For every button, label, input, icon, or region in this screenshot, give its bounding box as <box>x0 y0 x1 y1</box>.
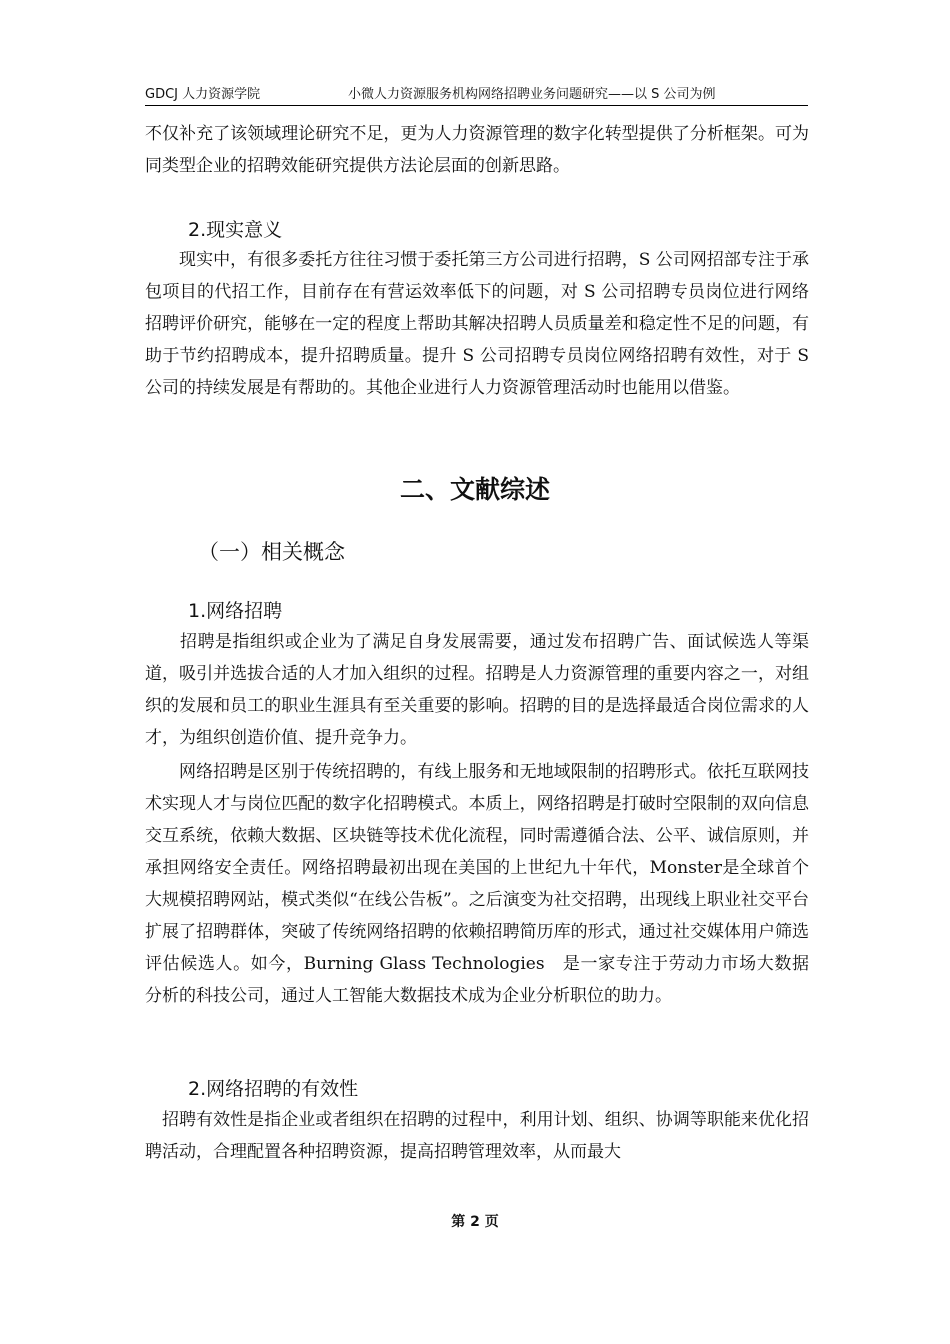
header-institution: GDCJ 人力资源学院 <box>145 87 261 102</box>
effectiveness-paragraph: 招聘有效性是指企业或者组织在招聘的过程中，利用计划、组织、协调等职能来优化招聘活动，合理配置各种招聘资源，提高招聘管理效率，从而最大 <box>145 1110 809 1162</box>
section-title-real-significance: 2.现实意义 <box>188 219 283 241</box>
header-thesis-title: 小微人力资源服务机构网络招聘业务问题研究——以 S 公司为例 <box>348 87 716 102</box>
subsection-title: （一）相关概念 <box>198 540 345 564</box>
real-significance-paragraph: 现实中，有很多委托方往往习惯于委托第三方公司进行招聘，S 公司网招部专注于承包项目的代招工作，目前存在有营运效率低下的问题，对 S 公司招聘专员岗位进行网络招聘评价研究，能够在一定的程度上帮助其解决招聘人员质量差和稳定性不足的问题，有助于节约招聘成本，提升招聘质量。提升 S 公司招聘专员岗位网络招聘有效性，对于 S 公司的持续发展是有帮助的。其他企业进行人力资源管理活动时也能用以借鉴。 <box>145 250 809 398</box>
intro-paragraph: 不仅补充了该领域理论研究不足，更为人力资源管理的数字化转型提供了分析框架。可为同类型企业的招聘效能研究提供方法论层面的创新思路。 <box>145 124 809 176</box>
section-title-network-recruitment: 1.网络招聘 <box>188 600 283 622</box>
chapter-title: 二、文献综述 <box>399 475 550 504</box>
network-recruitment-paragraph-2: 网络招聘是区别于传统招聘的，有线上服务和无地域限制的招聘形式。依托互联网技术实现人才与岗位匹配的数字化招聘模式。本质上，网络招聘是打破时空限制的双向信息交互系统，依赖大数据、区块链等技术优化流程，同时需遵循合法、公平、诚信原则，并承担网络安全责任。网络招聘最初出现在美国的上世纪九十年代，Monster是全球首个大规模招聘网站，模式类似“在线公告板”。之后演变为社交招聘，出现线上职业社交平台扩展了招聘群体，突破了传统网络招聘的依赖招聘简历库的形式，通过社交媒体用户筛选评估候选人。如今，Burning Glass Technologies 是一家专注于劳动力市场大数据分析的科技公司，通过人工智能大数据技术成为企业分析职位的助力。 <box>145 762 809 1006</box>
page-number: 第 2 页 <box>451 1214 499 1230</box>
network-recruitment-paragraph-1: 招聘是指组织或企业为了满足自身发展需要，通过发布招聘广告、面试候选人等渠道，吸引并选拔合适的人才加入组织的过程。招聘是人力资源管理的重要内容之一，对组织的发展和员工的职业生涯具有至关重要的影响。招聘的目的是选择最适合岗位需求的人才，为组织创造价值、提升竞争力。 <box>145 632 809 748</box>
running-header <box>145 86 808 106</box>
section-title-effectiveness: 2.网络招聘的有效性 <box>188 1078 359 1100</box>
